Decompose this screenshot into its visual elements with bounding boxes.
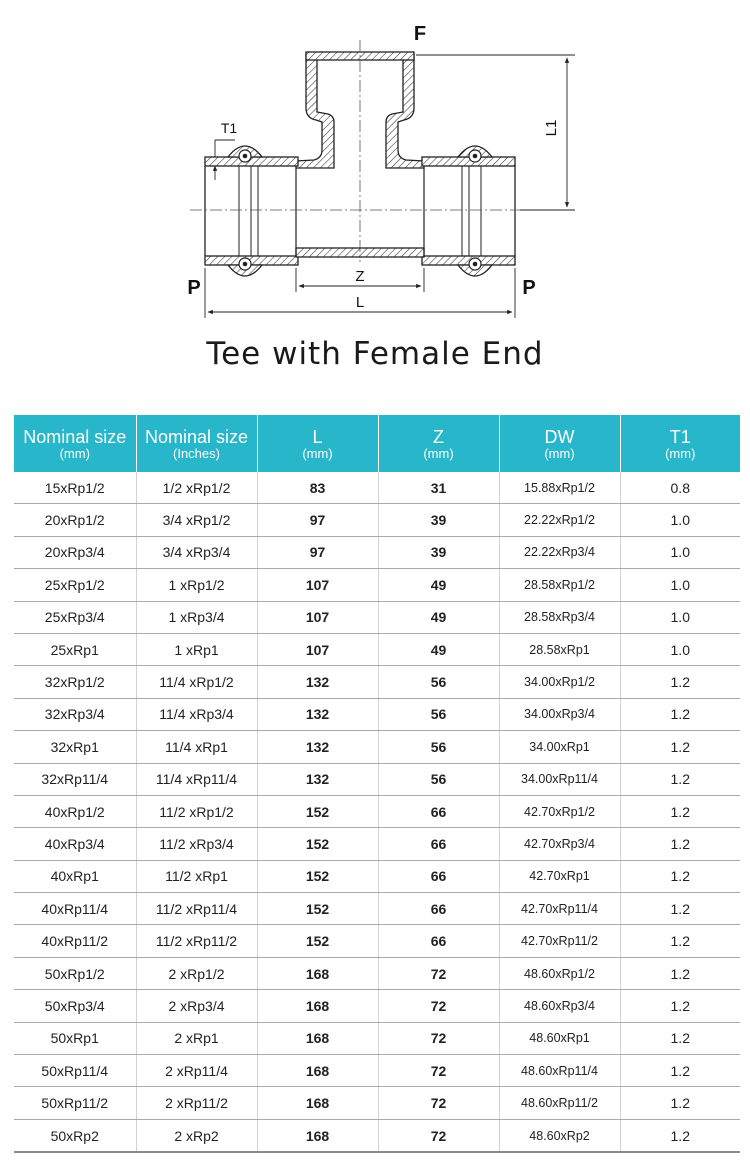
- table-cell: 20xRp1/2: [14, 504, 136, 536]
- table-cell: 32xRp11/4: [14, 763, 136, 795]
- table-cell: 48.60xRp3/4: [499, 990, 620, 1022]
- table-row: [14, 1022, 740, 1054]
- table-cell: 40xRp3/4: [14, 828, 136, 860]
- table-cell: 40xRp1: [14, 860, 136, 892]
- table-cell: 107: [257, 633, 378, 665]
- table-cell: 107: [257, 601, 378, 633]
- table-cell: 168: [257, 1055, 378, 1087]
- table-cell: 11/2 xRp11/4: [136, 893, 257, 925]
- table-cell: 72: [378, 990, 499, 1022]
- table-cell: 39: [378, 504, 499, 536]
- table-cell: 168: [257, 1022, 378, 1054]
- table-cell: 40xRp11/4: [14, 893, 136, 925]
- table-cell: 34.00xRp11/4: [499, 763, 620, 795]
- table-cell: 2 xRp11/4: [136, 1055, 257, 1087]
- table-cell: 50xRp11/4: [14, 1055, 136, 1087]
- table-row: [14, 925, 740, 957]
- label-t1: T1: [220, 120, 238, 136]
- table-cell: 72: [378, 1022, 499, 1054]
- table-cell: 97: [257, 536, 378, 568]
- table-cell: 66: [378, 925, 499, 957]
- table-row: [14, 957, 740, 989]
- table-cell: 1.2: [620, 1087, 740, 1119]
- table-cell: 50xRp2: [14, 1119, 136, 1152]
- table-row: [14, 633, 740, 665]
- table-cell: 1.2: [620, 731, 740, 763]
- table-cell: 11/2 xRp1: [136, 860, 257, 892]
- table-cell: 72: [378, 1119, 499, 1152]
- table-cell: 1 xRp1: [136, 633, 257, 665]
- table-cell: 11/4 xRp11/4: [136, 763, 257, 795]
- table-cell: 56: [378, 666, 499, 698]
- table-row: [14, 731, 740, 763]
- table-cell: 42.70xRp3/4: [499, 828, 620, 860]
- table-cell: 152: [257, 860, 378, 892]
- column-header-title: DW: [544, 426, 575, 447]
- table-cell: 168: [257, 1119, 378, 1152]
- table-cell: 11/2 xRp1/2: [136, 795, 257, 827]
- table-cell: 1.2: [620, 893, 740, 925]
- table-cell: 168: [257, 990, 378, 1022]
- table-cell: 2 xRp3/4: [136, 990, 257, 1022]
- table-row: [14, 795, 740, 827]
- table-cell: 1.2: [620, 1055, 740, 1087]
- column-header: [499, 415, 620, 472]
- table-cell: 1.2: [620, 957, 740, 989]
- table-cell: 107: [257, 569, 378, 601]
- column-header-unit: (mm): [302, 445, 333, 461]
- label-l1: L1: [543, 119, 560, 137]
- table-cell: 50xRp11/2: [14, 1087, 136, 1119]
- table-row: [14, 569, 740, 601]
- table-row: [14, 504, 740, 536]
- table-cell: 50xRp1: [14, 1022, 136, 1054]
- label-z: Z: [355, 268, 365, 285]
- table-cell: 2 xRp1: [136, 1022, 257, 1054]
- table-cell: 48.60xRp1/2: [499, 957, 620, 989]
- tee-technical-drawing: [0, 0, 750, 330]
- table-row: [14, 990, 740, 1022]
- column-header: [257, 415, 378, 472]
- column-header-title: Z: [433, 426, 444, 447]
- table-cell: 72: [378, 957, 499, 989]
- table-cell: 72: [378, 1087, 499, 1119]
- label-l: L: [355, 294, 365, 311]
- column-header: [136, 415, 257, 472]
- table-row: [14, 698, 740, 730]
- table-cell: 56: [378, 698, 499, 730]
- dimension-lines: [205, 55, 575, 318]
- table-cell: 32xRp1: [14, 731, 136, 763]
- column-header-title: T1: [669, 426, 691, 447]
- table-row: [14, 536, 740, 568]
- label-f: F: [413, 23, 427, 45]
- table-cell: 97: [257, 504, 378, 536]
- table-cell: 152: [257, 795, 378, 827]
- table-cell: 1.2: [620, 990, 740, 1022]
- table-cell: 34.00xRp1: [499, 731, 620, 763]
- table-cell: 39: [378, 536, 499, 568]
- table-cell: 66: [378, 860, 499, 892]
- table-row: [14, 860, 740, 892]
- table-cell: 49: [378, 633, 499, 665]
- table-cell: 1 xRp1/2: [136, 569, 257, 601]
- table-row: [14, 666, 740, 698]
- spec-table-header: [14, 415, 740, 472]
- table-cell: 2 xRp11/2: [136, 1087, 257, 1119]
- table-cell: 32xRp3/4: [14, 698, 136, 730]
- table-cell: 20xRp3/4: [14, 536, 136, 568]
- table-cell: 28.58xRp1/2: [499, 569, 620, 601]
- table-row: [14, 1087, 740, 1119]
- column-header-unit: (mm): [544, 445, 575, 461]
- table-cell: 56: [378, 763, 499, 795]
- table-cell: 1.2: [620, 698, 740, 730]
- table-cell: 1 xRp3/4: [136, 601, 257, 633]
- table-cell: 2 xRp1/2: [136, 957, 257, 989]
- table-cell: 48.60xRp1: [499, 1022, 620, 1054]
- table-cell: 1.0: [620, 569, 740, 601]
- table-row: [14, 828, 740, 860]
- table-cell: 1.0: [620, 601, 740, 633]
- table-row: [14, 893, 740, 925]
- table-cell: 11/2 xRp11/2: [136, 925, 257, 957]
- table-cell: 40xRp11/2: [14, 925, 136, 957]
- table-cell: 11/2 xRp3/4: [136, 828, 257, 860]
- table-cell: 32xRp1/2: [14, 666, 136, 698]
- table-cell: 1/2 xRp1/2: [136, 472, 257, 504]
- table-cell: 66: [378, 795, 499, 827]
- table-cell: 1.2: [620, 763, 740, 795]
- table-row: [14, 601, 740, 633]
- table-cell: 50xRp3/4: [14, 990, 136, 1022]
- column-header: [14, 415, 136, 472]
- table-cell: 152: [257, 828, 378, 860]
- table-cell: 11/4 xRp1/2: [136, 666, 257, 698]
- table-cell: 22.22xRp1/2: [499, 504, 620, 536]
- table-cell: 11/4 xRp3/4: [136, 698, 257, 730]
- table-cell: 66: [378, 893, 499, 925]
- table-cell: 3/4 xRp3/4: [136, 536, 257, 568]
- table-cell: 48.60xRp11/4: [499, 1055, 620, 1087]
- table-cell: 132: [257, 731, 378, 763]
- table-cell: 15.88xRp1/2: [499, 472, 620, 504]
- table-cell: 1.2: [620, 795, 740, 827]
- table-cell: 1.2: [620, 828, 740, 860]
- column-header-unit: (Inches): [173, 445, 220, 461]
- table-cell: 72: [378, 1055, 499, 1087]
- table-cell: 1.2: [620, 1022, 740, 1054]
- table-cell: 66: [378, 828, 499, 860]
- column-header-unit: (mm): [59, 445, 90, 461]
- column-header-title: Nominal size: [144, 426, 249, 447]
- table-cell: 1.0: [620, 633, 740, 665]
- table-cell: 42.70xRp11/4: [499, 893, 620, 925]
- table-cell: 48.60xRp2: [499, 1119, 620, 1152]
- table-cell: 42.70xRp1: [499, 860, 620, 892]
- table-cell: 15xRp1/2: [14, 472, 136, 504]
- table-cell: 42.70xRp1/2: [499, 795, 620, 827]
- table-cell: 152: [257, 925, 378, 957]
- label-p-left: P: [187, 277, 201, 299]
- table-cell: 2 xRp2: [136, 1119, 257, 1152]
- table-cell: 168: [257, 1087, 378, 1119]
- column-header: [620, 415, 740, 472]
- table-cell: 49: [378, 601, 499, 633]
- table-cell: 40xRp1/2: [14, 795, 136, 827]
- table-cell: 132: [257, 763, 378, 795]
- table-cell: 1.0: [620, 536, 740, 568]
- column-header-title: Nominal size: [23, 426, 127, 447]
- table-cell: 1.2: [620, 925, 740, 957]
- table-cell: 11/4 xRp1: [136, 731, 257, 763]
- table-cell: 22.22xRp3/4: [499, 536, 620, 568]
- table-cell: 48.60xRp11/2: [499, 1087, 620, 1119]
- spec-table-body: [14, 472, 740, 1152]
- column-header-unit: (mm): [423, 445, 454, 461]
- table-cell: 34.00xRp1/2: [499, 666, 620, 698]
- table-cell: 0.8: [620, 472, 740, 504]
- table-row: [14, 1055, 740, 1087]
- table-cell: 1.2: [620, 860, 740, 892]
- table-cell: 168: [257, 957, 378, 989]
- table-cell: 56: [378, 731, 499, 763]
- table-cell: 83: [257, 472, 378, 504]
- column-header-unit: (mm): [665, 445, 696, 461]
- table-cell: 25xRp1: [14, 633, 136, 665]
- table-cell: 42.70xRp11/2: [499, 925, 620, 957]
- table-cell: 25xRp1/2: [14, 569, 136, 601]
- table-cell: 3/4 xRp1/2: [136, 504, 257, 536]
- table-cell: 1.2: [620, 1119, 740, 1152]
- table-cell: 25xRp3/4: [14, 601, 136, 633]
- table-row: [14, 763, 740, 795]
- table-cell: 28.58xRp3/4: [499, 601, 620, 633]
- table-cell: 50xRp1/2: [14, 957, 136, 989]
- page-title: Tee with Female End: [206, 336, 544, 372]
- table-cell: 132: [257, 666, 378, 698]
- column-header-title: L: [312, 426, 323, 447]
- table-cell: 31: [378, 472, 499, 504]
- spec-table: [14, 415, 740, 1153]
- table-cell: 34.00xRp3/4: [499, 698, 620, 730]
- table-cell: 1.0: [620, 504, 740, 536]
- table-cell: 28.58xRp1: [499, 633, 620, 665]
- table-cell: 132: [257, 698, 378, 730]
- table-row: [14, 1119, 740, 1152]
- column-header: [378, 415, 499, 472]
- table-cell: 1.2: [620, 666, 740, 698]
- table-cell: 49: [378, 569, 499, 601]
- table-cell: 152: [257, 893, 378, 925]
- table-row: [14, 472, 740, 504]
- label-p-right: P: [522, 277, 536, 299]
